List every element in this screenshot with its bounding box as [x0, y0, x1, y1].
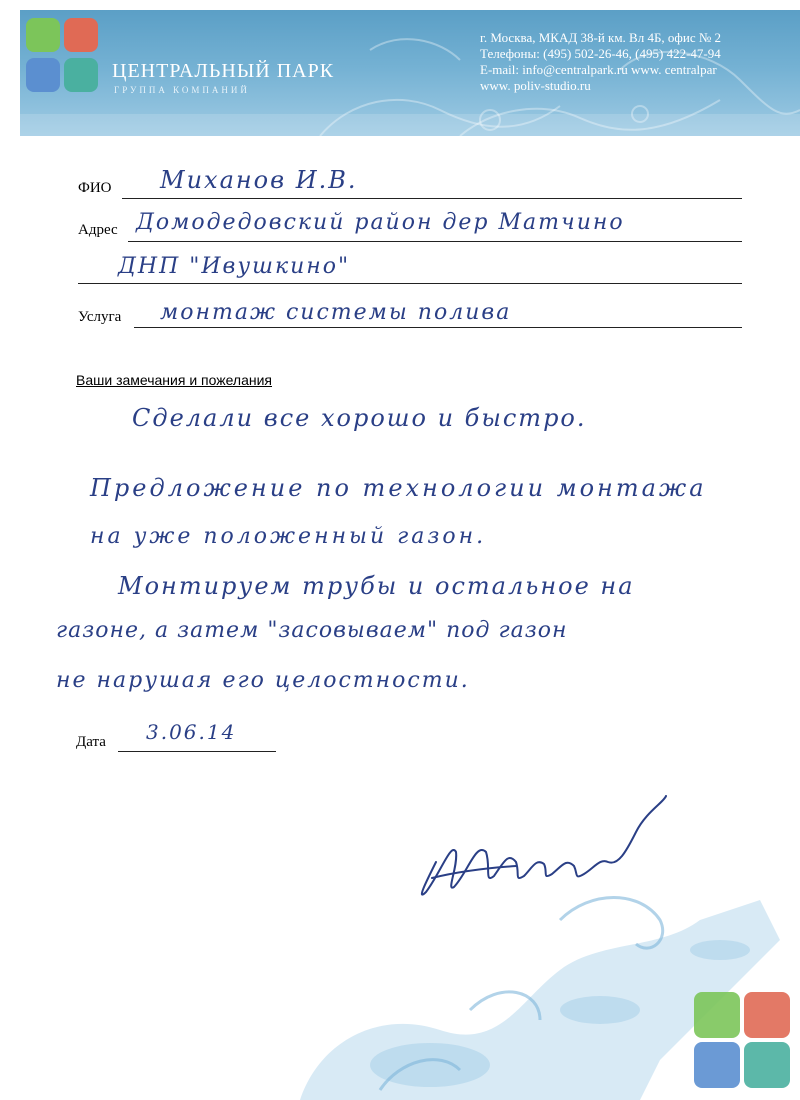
address-label: Адрес [78, 222, 118, 238]
company-subtitle: ГРУППА КОМПАНИЙ [114, 85, 250, 95]
fio-value: Миханов И.В. [160, 166, 358, 194]
logo-tile-teal [64, 58, 98, 92]
service-value: монтаж системы полива [160, 300, 512, 325]
logo-tile-red [64, 18, 98, 52]
comment-line-1: Сделали все хорошо и быстро. [132, 404, 587, 432]
address-line-1 [128, 241, 742, 242]
corner-tile-green [694, 992, 740, 1038]
contact-email: E-mail: info@centralpark.ru www. centralpar [480, 62, 717, 77]
company-name: ЦЕНТРАЛЬНЫЙ ПАРК [112, 60, 335, 82]
address-value-line2: ДНП "Ивушкино" [118, 254, 351, 279]
address-line-2 [78, 283, 742, 284]
comment-line-5: газоне, а затем "засовываем" под газон [56, 618, 568, 643]
corner-logo [694, 992, 794, 1092]
contact-phones: Телефоны: (495) 502-26-46, (495) 422-47-94 [480, 46, 721, 61]
company-logo [26, 18, 104, 96]
letterhead-header [20, 10, 800, 136]
comment-line-6: не нарушая его целостности. [56, 668, 470, 693]
logo-tile-blue [26, 58, 60, 92]
service-line [134, 327, 742, 328]
service-label: Услуга [78, 309, 122, 325]
bottom-ornament [0, 860, 800, 1100]
date-label: Дата [76, 734, 106, 750]
fio-label: ФИО [78, 180, 112, 196]
contact-website: www. poliv-studio.ru [480, 78, 591, 93]
logo-tile-green [26, 18, 60, 52]
comment-line-4: Монтируем трубы и остальное на [118, 572, 635, 600]
date-value: 3.06.14 [146, 720, 237, 744]
corner-tile-teal [744, 1042, 790, 1088]
corner-tile-red [744, 992, 790, 1038]
corner-tile-blue [694, 1042, 740, 1088]
date-line [118, 751, 276, 752]
contact-block [480, 30, 721, 94]
fio-line [122, 198, 742, 199]
contact-address: г. Москва, МКАД 38-й км. Вл 4Б, офис № 2 [480, 30, 721, 45]
comment-line-2: Предложение по технологии монтажа [90, 474, 707, 502]
comment-line-3: на уже положенный газон. [90, 524, 487, 549]
comments-title: Ваши замечания и пожелания [76, 372, 273, 388]
address-value-line1: Домодедовский район дер Матчино [136, 210, 625, 235]
